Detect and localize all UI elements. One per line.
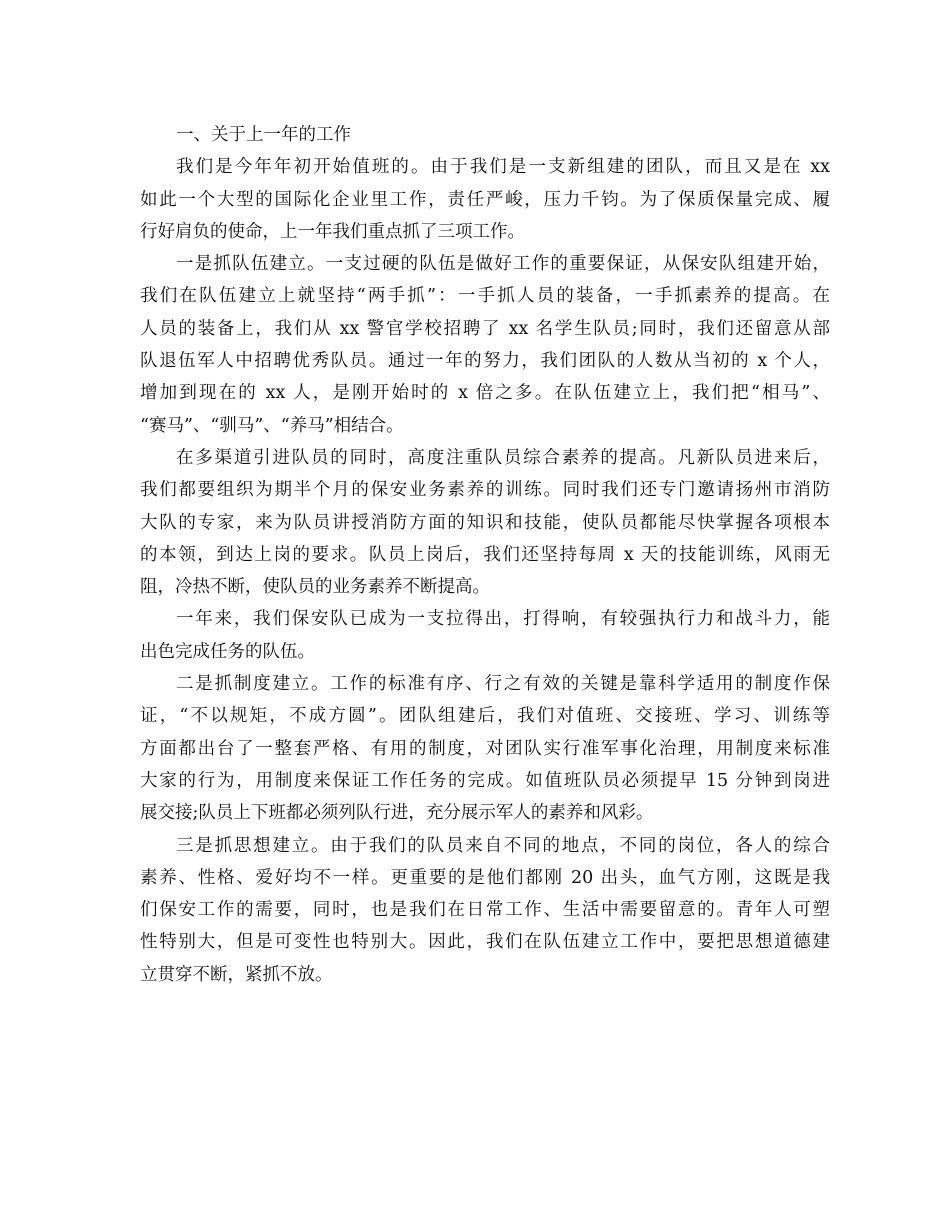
text-line: 我们是今年年初开始值班的。由于我们是一支新组建的团队，而且又是在 xx bbox=[176, 157, 830, 178]
text-line: 在多渠道引进队员的同时，高度注重队员综合素养的提高。凡新队员进来后， bbox=[176, 447, 830, 468]
text-line: 人员的装备上，我们从 xx 警官学校招聘了 xx 名学生队员;同时，我们还留意从部 bbox=[140, 318, 830, 339]
text-line: 一是抓队伍建立。一支过硬的队伍是做好工作的重要保证，从保安队组建开始， bbox=[176, 254, 830, 275]
text-line: 一年来，我们保安队已成为一支拉得出，打得响，有较强执行力和战斗力，能 bbox=[176, 609, 830, 630]
text-line: 素养、性格、爱好均不一样。更重要的是他们都刚 20 出头，血气方刚，这既是我 bbox=[140, 867, 830, 888]
text-line: 大队的专家，来为队员讲授消防方面的知识和技能，使队员都能尽快掌握各项根本 bbox=[140, 512, 830, 533]
text-line: “赛马”、“驯马”、“养马”相结合。 bbox=[140, 415, 404, 436]
text-line: 二是抓制度建立。工作的标准有序、行之有效的关键是靠科学适用的制度作保 bbox=[176, 674, 830, 695]
text-line: 方面都出台了一整套严格、有用的制度，对团队实行准军事化治理，用制度来标准 bbox=[140, 738, 830, 759]
text-line: 一、关于上一年的工作 bbox=[176, 125, 351, 145]
text-line: 我们都要组织为期半个月的保安业务素养的训练。同时我们还专门邀请扬州市消防 bbox=[140, 480, 830, 501]
text-line: 大家的行为，用制度来保证工作任务的完成。如值班队员必须提早 15 分钟到岗进 bbox=[140, 770, 830, 791]
text-line: 性特别大，但是可变性也特别大。因此，我们在队伍建立工作中，要把思想道德建 bbox=[140, 932, 830, 953]
text-line: 我们在队伍建立上就坚持“两手抓”：一手抓人员的装备，一手抓素养的提高。在 bbox=[140, 286, 830, 307]
text-line: 立贯穿不断，紧抓不放。 bbox=[140, 964, 333, 985]
text-line: 的本领，到达上岗的要求。队员上岗后，我们还坚持每周 x 天的技能训练，风雨无 bbox=[140, 544, 830, 565]
document-body bbox=[140, 119, 830, 991]
text-line: 如此一个大型的国际化企业里工作，责任严峻，压力千钧。为了保质保量完成、履 bbox=[140, 189, 830, 210]
text-line: 队退伍军人中招聘优秀队员。通过一年的努力，我们团队的人数从当初的 x 个人， bbox=[140, 351, 830, 372]
text-line: 三是抓思想建立。由于我们的队员来自不同的地点，不同的岗位，各人的综合 bbox=[176, 835, 830, 856]
text-line: 阻，冷热不断，使队员的业务素养不断提高。 bbox=[140, 577, 490, 598]
text-line: 们保安工作的需要，同时，也是我们在日常工作、生活中需要留意的。青年人可塑 bbox=[140, 900, 830, 921]
text-line: 出色完成任务的队伍。 bbox=[140, 641, 315, 662]
text-line: 行好肩负的使命，上一年我们重点抓了三项工作。 bbox=[140, 221, 525, 242]
text-line: 展交接;队员上下班都必须列队行进，充分展示军人的素养和风彩。 bbox=[140, 803, 654, 824]
text-line: 增加到现在的 xx 人，是刚开始时的 x 倍之多。在队伍建立上，我们把“相马”、 bbox=[140, 383, 830, 404]
text-line: 证，“不以规矩，不成方圆”。团队组建后，我们对值班、交接班、学习、训练等 bbox=[140, 706, 830, 727]
